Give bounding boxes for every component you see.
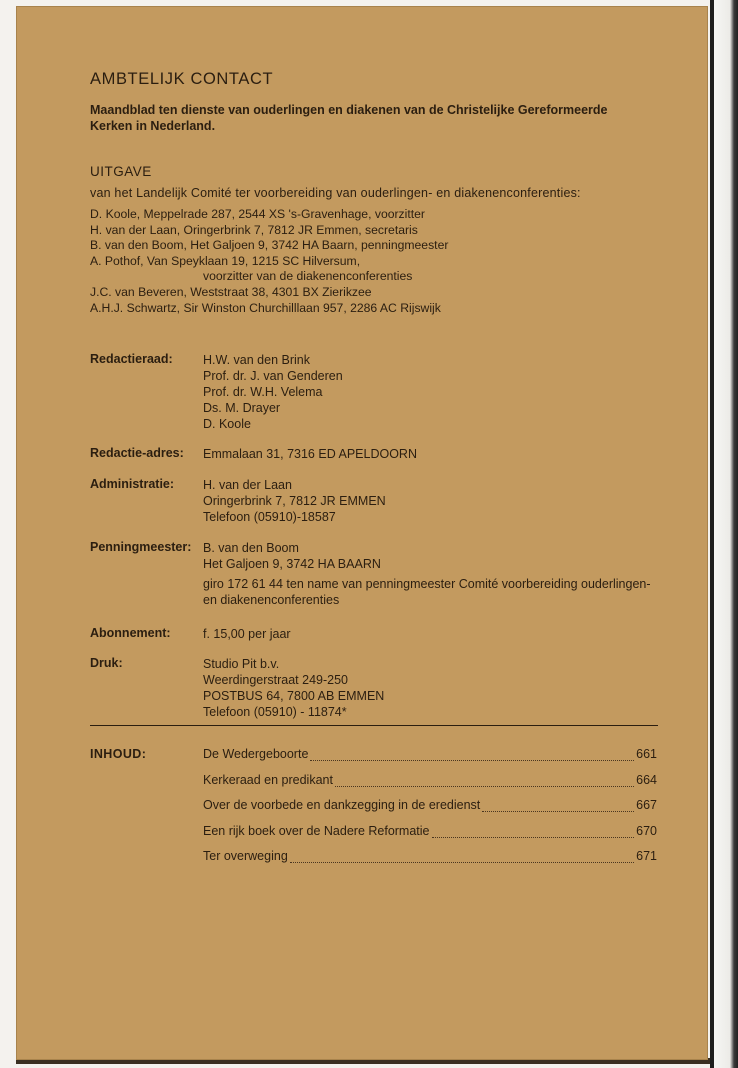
toc-leader-dots [310, 750, 634, 761]
toc-entry [203, 773, 657, 799]
magazine-title: AMBTELIJK CONTACT [90, 70, 274, 88]
magazine-subtitle: Maandblad ten dienste van ouderlingen en diakenen van de Christelijke Gereformeerde Kerken in Nederland. [90, 103, 608, 133]
toc-entry [203, 824, 657, 850]
editor-name: D. Koole [203, 417, 251, 431]
address-line: H. van der Laan [203, 478, 292, 492]
toc-leader-dots [432, 827, 635, 838]
abonnement-value [203, 626, 653, 642]
toc-title: Een rijk boek over de Nadere Reformatie [203, 823, 430, 838]
toc-entry [203, 747, 657, 773]
toc-page: 670 [636, 823, 657, 838]
uitgave-intro: van het Landelijk Comité ter voorbereiding van ouderlingen- en diakenenconferenties: [90, 186, 581, 200]
toc-title: Ter overweging [203, 849, 288, 863]
scan-page-edge [710, 0, 738, 1068]
toc-page: 667 [636, 798, 657, 812]
address-line: Weerdingerstraat 249-250 [203, 673, 348, 687]
committee-member: J.C. van Beveren, Weststraat 38, 4301 BX Zierikzee [90, 284, 372, 299]
editor-name: Ds. M. Drayer [203, 401, 281, 415]
address-line: Oringerbrink 7, 7812 JR EMMEN [203, 494, 386, 508]
administratie-value [203, 477, 653, 525]
table-of-contents [203, 747, 657, 875]
administratie-label: Administratie: [90, 477, 175, 491]
abonnement-label: Abonnement: [90, 626, 171, 640]
penningmeester-value [203, 540, 653, 608]
redactie-adres-value [203, 446, 653, 462]
redactieraad-value [203, 352, 653, 432]
address-line: POSTBUS 64, 7800 AB EMMEN [203, 689, 385, 703]
committee-member: A.H.J. Schwartz, Sir Winston Churchilllaan 957, 2286 AC Rijswijk [90, 300, 441, 315]
toc-entry [203, 798, 657, 824]
committee-member: B. van den Boom, Het Galjoen 9, 3742 HA Baarn, penningmeester [90, 238, 449, 253]
committee-member-role: voorzitter van de diakenenconferenties [203, 269, 413, 284]
toc-leader-dots [335, 776, 634, 787]
toc-entry [203, 849, 657, 875]
committee-member: A. Pothof, Van Speyklaan 19, 1215 SC Hilversum, [90, 253, 361, 268]
druk-value [203, 656, 653, 720]
toc-leader-dots [482, 801, 634, 812]
uitgave-heading: UITGAVE [90, 164, 152, 179]
toc-leader-dots [290, 852, 634, 863]
toc-page: 671 [636, 849, 657, 863]
penningmeester-label: Penningmeester: [90, 540, 192, 554]
address-line: Studio Pit b.v. [203, 657, 280, 671]
redactieraad-label: Redactieraad: [90, 352, 173, 366]
toc-page: 661 [636, 747, 657, 761]
address-line: Telefoon (05910)-18587 [203, 510, 336, 524]
redactie-adres-label: Redactie-adres: [90, 446, 184, 460]
editor-name: Prof. dr. J. van Genderen [203, 369, 343, 383]
editor-name: Prof. dr. W.H. Velema [203, 385, 323, 399]
address-line: Emmalaan 31, 7316 ED APELDOORN [203, 447, 417, 461]
price-line: f. 15,00 per jaar [203, 627, 291, 641]
divider-line [90, 725, 658, 726]
giro-line: giro 172 61 44 ten name van penningmeester Comité voorbereiding ouderlingen- en diakenenconferenties [203, 577, 651, 607]
contents-label: INHOUD: [90, 747, 147, 761]
druk-label: Druk: [90, 656, 123, 670]
address-line: Het Galjoen 9, 3742 HA BAARN [203, 557, 381, 571]
committee-member: H. van der Laan, Oringerbrink 7, 7812 JR Emmen, secretaris [90, 222, 418, 237]
colophon-page [16, 6, 708, 1060]
committee-list [90, 207, 650, 316]
committee-member: D. Koole, Meppelrade 287, 2544 XS 's-Gravenhage, voorzitter [90, 207, 425, 221]
address-line: Telefoon (05910) - 11874* [203, 705, 347, 719]
address-line: B. van den Boom [203, 541, 299, 555]
toc-title: Over de voorbede en dankzegging in de eredienst [203, 798, 481, 812]
toc-title: Kerkeraad en predikant [203, 772, 333, 787]
toc-title: De Wedergeboorte [203, 747, 309, 761]
editor-name: H.W. van den Brink [203, 353, 310, 367]
toc-page: 664 [636, 772, 657, 787]
